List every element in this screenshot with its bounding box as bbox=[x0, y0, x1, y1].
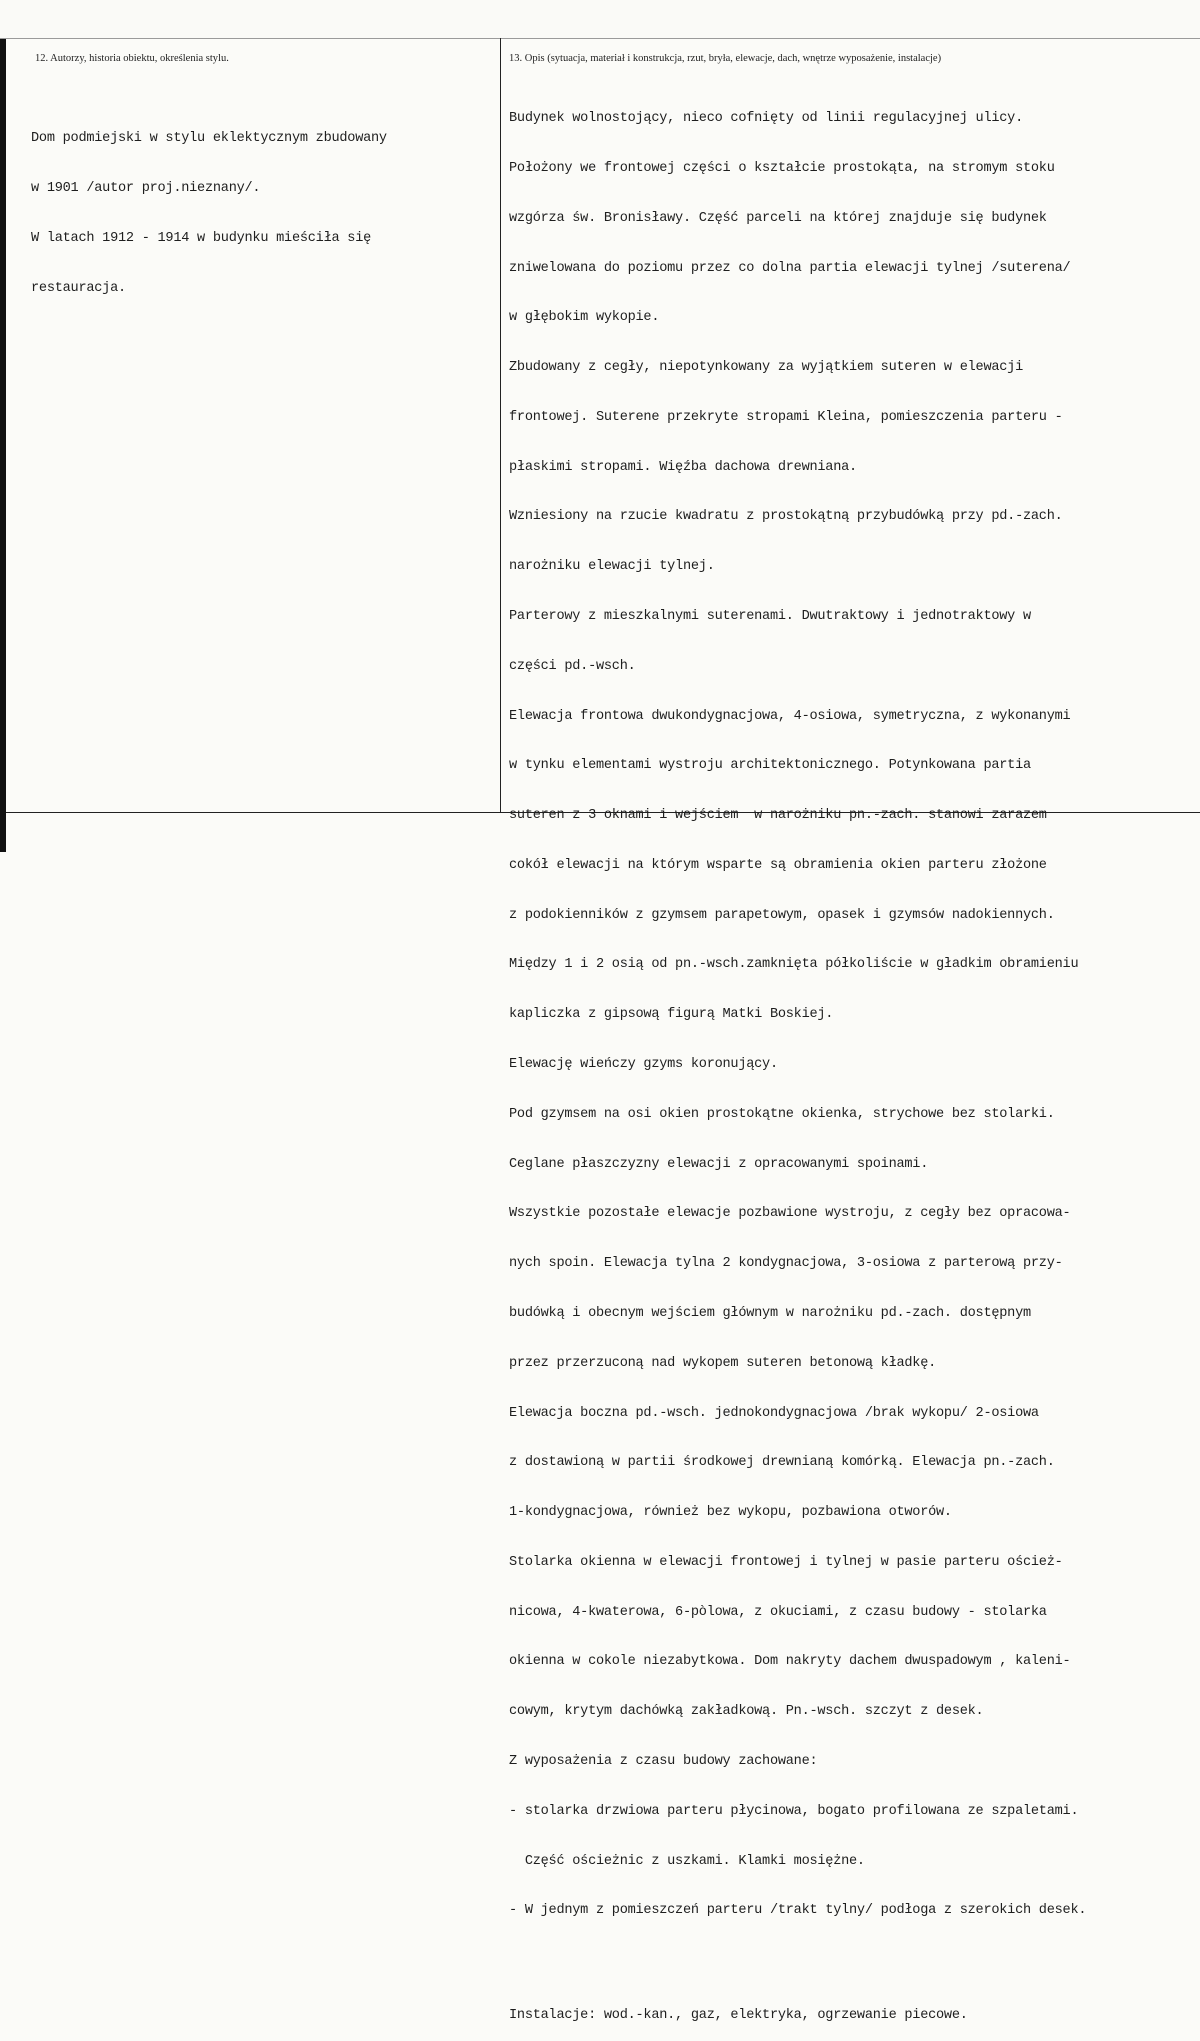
section-13-heading: 13. Opis (sytuacja, materiał i konstrukcja, rzut, bryła, elewacje, dach, wnętrze wyposażenie, instalacje) bbox=[509, 53, 942, 64]
text-line: narożniku elewacji tylnej. bbox=[509, 559, 715, 575]
text-line: Elewację wieńczy gzyms koronujący. bbox=[509, 1057, 778, 1073]
text-line: płaskimi stropami. Więźba dachowa drewniana. bbox=[509, 459, 857, 475]
text-line: Pod gzymsem na osi okien prostokątne okienka, strychowe bez stolarki. bbox=[509, 1106, 1055, 1122]
text-line: frontowej. Suterene przekryte stropami Kleina, pomieszczenia parteru - bbox=[509, 409, 1063, 425]
text-line: Z wyposażenia z czasu budowy zachowane: bbox=[509, 1753, 818, 1769]
section-12-text bbox=[31, 98, 387, 314]
text-line: restauracja. bbox=[31, 280, 126, 296]
text-line: budówką i obecnym wejściem głównym w narożniku pd.-zach. dostępnym bbox=[509, 1305, 1031, 1321]
section-13-text bbox=[509, 78, 1086, 2041]
text-line: w 1901 /autor proj.nieznany/. bbox=[31, 180, 261, 196]
text-line: okienna w cokole niezabytkowa. Dom nakryty dachem dwuspadowym , kaleni- bbox=[509, 1654, 1071, 1670]
installations-line: Instalacje: wod.-kan., gaz, elektryka, ogrzewanie piecowe. bbox=[509, 2008, 968, 2024]
text-line: Budynek wolnostojący, nieco cofnięty od linii regulacyjnej ulicy. bbox=[509, 111, 1023, 127]
text-line: suteren z 3 oknami i wejściem w narożniku pn.-zach. stanowi zarazem bbox=[509, 808, 1047, 824]
page-edge bbox=[0, 0, 6, 852]
text-line: części pd.-wsch. bbox=[509, 658, 636, 674]
text-line: z dostawioną w partii środkowej drewnianą komórką. Elewacja pn.-zach. bbox=[509, 1455, 1055, 1471]
text-line: Część ościeżnic z uszkami. Klamki mosiężne. bbox=[509, 1853, 865, 1869]
text-line: - W jednym z pomieszczeń parteru /trakt tylny/ podłoga z szerokich desek. bbox=[509, 1903, 1087, 1919]
top-margin bbox=[0, 0, 1200, 39]
text-line: Stolarka okienna w elewacji frontowej i tylnej w pasie parteru oścież- bbox=[509, 1554, 1063, 1570]
paragraph-gap bbox=[509, 1953, 1086, 1975]
text-line: w tynku elementami wystroju architektonicznego. Potynkowana partia bbox=[509, 758, 1031, 774]
section-12-heading: 12. Autorzy, historia obiektu, określenia stylu. bbox=[35, 53, 229, 64]
text-line: 1-kondygnacjowa, również bez wykopu, pozbawiona otworów. bbox=[509, 1505, 952, 1521]
text-line: zniwelowana do poziomu przez co dolna partia elewacji tylnej /suterena/ bbox=[509, 260, 1071, 276]
text-line: kapliczka z gipsową figurą Matki Boskiej. bbox=[509, 1007, 834, 1023]
text-line: przez przerzuconą nad wykopem suteren betonową kładkę. bbox=[509, 1355, 937, 1371]
text-line: cowym, krytym dachówką zakładkową. Pn.-wsch. szczyt z desek. bbox=[509, 1704, 984, 1720]
text-line: Elewacja frontowa dwukondygnacjowa, 4-osiowa, symetryczna, z wykonanymi bbox=[509, 708, 1071, 724]
text-line: nych spoin. Elewacja tylna 2 kondygnacjowa, 3-osiowa z parterową przy- bbox=[509, 1256, 1063, 1272]
text-line: wzgórza św. Bronisławy. Część parceli na której znajduje się budynek bbox=[509, 210, 1047, 226]
text-line: Wzniesiony na rzucie kwadratu z prostokątną przybudówką przy pd.-zach. bbox=[509, 509, 1063, 525]
text-line: Ceglane płaszczyzny elewacji z opracowanymi spoinami. bbox=[509, 1156, 929, 1172]
text-line: Parterowy z mieszkalnymi suterenami. Dwutraktowy i jednotraktowy w bbox=[509, 609, 1031, 624]
text-line: w głębokim wykopie. bbox=[509, 310, 660, 326]
text-line: z podokienników z gzymsem parapetowym, opasek i gzymsów nadokiennych. bbox=[509, 907, 1055, 923]
text-line: - stolarka drzwiowa parteru płycinowa, bogato profilowana ze szpaletami. bbox=[509, 1803, 1079, 1819]
column-divider bbox=[500, 38, 501, 813]
text-line: Wszystkie pozostałe elewacje pozbawione wystroju, z cegły bez opracowa- bbox=[509, 1206, 1071, 1222]
text-line: Położony we frontowej części o kształcie prostokąta, na stromym stoku bbox=[509, 160, 1055, 176]
text-line: nicowa, 4-kwaterowa, 6-pòlowa, z okuciami, z czasu budowy - stolarka bbox=[509, 1604, 1047, 1620]
text-line: Dom podmiejski w stylu eklektycznym zbudowany bbox=[31, 131, 387, 147]
text-line: W latach 1912 - 1914 w budynku mieściła się bbox=[31, 230, 372, 246]
text-line: cokół elewacji na którym wsparte są obramienia okien parteru złożone bbox=[509, 857, 1047, 873]
text-line: Zbudowany z cegły, niepotynkowany za wyjątkiem suteren w elewacji bbox=[509, 360, 1023, 376]
text-line: Elewacja boczna pd.-wsch. jednokondygnacjowa /brak wykopu/ 2-osiowa bbox=[509, 1405, 1039, 1421]
text-line: Między 1 i 2 osią od pn.-wsch.zamknięta półkoliście w gładkim obramieniu bbox=[509, 957, 1079, 973]
